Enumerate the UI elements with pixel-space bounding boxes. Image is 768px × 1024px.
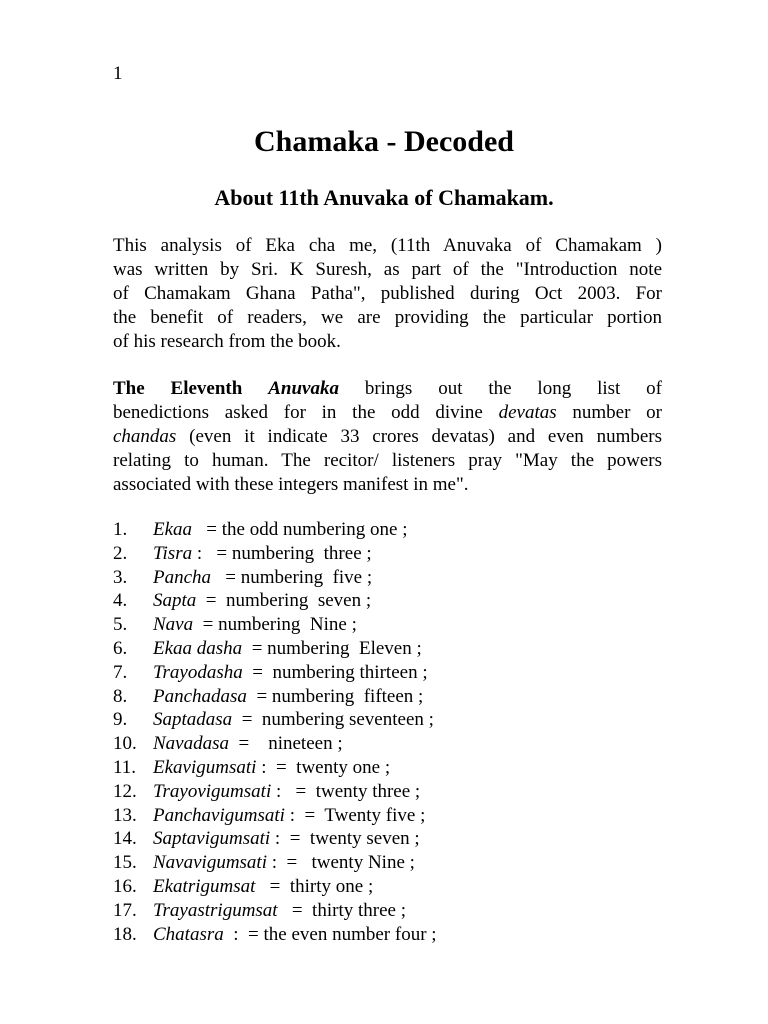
number-meaning-list [113, 518, 437, 946]
term-meaning: : = twenty three ; [271, 780, 421, 802]
sanskrit-term: Ekavigumsati [153, 756, 257, 778]
list-item [113, 637, 437, 661]
term-meaning: : = Twenty five ; [284, 804, 426, 826]
term-meaning: : = twenty Nine ; [267, 852, 415, 874]
list-number: 18. [113, 923, 137, 945]
document-title: Chamaka - Decoded [254, 125, 514, 158]
list-item [113, 875, 437, 899]
list-number: 10. [113, 733, 137, 755]
sanskrit-term: Panchadasa [153, 685, 247, 707]
paragraph-line: of Chamakam Ghana Patha", published during Oct 2003. For [113, 283, 662, 304]
sanskrit-term: Trayastrigumsat [153, 899, 278, 921]
text-run: benedictions asked for in the odd divine [113, 402, 483, 423]
sanskrit-term: Tisra [153, 542, 193, 564]
list-number: 8. [113, 685, 128, 707]
list-number: 14. [113, 828, 137, 850]
paragraph-line: associated with these integers manifest in me". [113, 474, 469, 495]
list-item [113, 780, 437, 804]
list-number: 7. [113, 661, 128, 683]
list-item [113, 685, 437, 709]
paragraph-line: of his research from the book. [113, 331, 341, 352]
text-run: brings out the long list of [364, 378, 662, 399]
text-run: (even it indicate 33 crores devatas) and even numbers [189, 426, 662, 447]
paragraph-line: the benefit of readers, we are providing the particular portion [113, 307, 662, 328]
list-item [113, 732, 437, 756]
paragraph-line [113, 425, 662, 449]
eleventh-anuvaka-paragraph [113, 377, 662, 497]
sanskrit-term: Sapta [153, 590, 197, 612]
paragraph-line: relating to human. The recitor/ listeners pray "May the powers [113, 450, 662, 471]
intro-paragraph [113, 234, 662, 354]
term-meaning: = numbering fifteen ; [246, 685, 424, 707]
sanskrit-term: Ekatrigumsat [153, 875, 256, 897]
list-item [113, 518, 437, 542]
list-number: 3. [113, 566, 128, 588]
list-item [113, 613, 437, 637]
term-meaning: = thirty one ; [255, 875, 374, 897]
list-number: 12. [113, 780, 137, 802]
list-number: 11. [113, 756, 137, 778]
sanskrit-term: Trayovigumsati [153, 780, 272, 802]
term-meaning: : = numbering three ; [192, 542, 372, 564]
sanskrit-term: Chatasra [153, 923, 224, 945]
list-item [113, 804, 437, 828]
sanskrit-term: Ekaa [153, 519, 193, 540]
list-item [113, 566, 437, 590]
page-number: 1 [113, 63, 123, 84]
list-item [113, 708, 437, 732]
list-number: 6. [113, 637, 128, 659]
sanskrit-term: Navadasa [153, 733, 229, 755]
list-number: 2. [113, 542, 128, 564]
list-number: 15. [113, 852, 137, 874]
list-item [113, 923, 437, 947]
sanskrit-term: Saptavigumsati [153, 828, 271, 850]
list-item [113, 756, 437, 780]
term-meaning: : = the even number four ; [223, 923, 437, 945]
list-number: 4. [113, 590, 128, 612]
sanskrit-term: Nava [153, 614, 194, 636]
term-meaning: = numbering Eleven ; [242, 637, 422, 659]
list-item [113, 589, 437, 613]
bold-italic-term: Anuvaka [268, 378, 339, 399]
sanskrit-term: Ekaa dasha [153, 637, 243, 659]
list-number: 5. [113, 614, 128, 636]
term-meaning: = numbering five ; [211, 566, 373, 588]
term-meaning: = the odd numbering one ; [192, 519, 408, 540]
sanskrit-term: Panchavigumsati [153, 804, 285, 826]
list-item [113, 851, 437, 875]
bold-phrase: The Eleventh [113, 378, 243, 399]
text-run: number or [572, 402, 662, 423]
list-number: 17. [113, 899, 137, 921]
sanskrit-term: Navavigumsati [153, 852, 267, 874]
list-item [113, 899, 437, 923]
term-meaning: = numbering seven ; [196, 590, 372, 612]
term-meaning: = numbering Nine ; [193, 614, 357, 636]
sanskrit-term: Trayodasha [153, 661, 243, 683]
list-number: 9. [113, 709, 128, 731]
sanskrit-term: Pancha [153, 566, 212, 588]
term-meaning: = numbering seventeen ; [232, 709, 434, 731]
paragraph-line [113, 401, 662, 425]
list-item [113, 827, 437, 851]
italic-term: devatas [498, 402, 557, 423]
term-meaning: : = twenty seven ; [270, 828, 420, 850]
term-meaning: = nineteen ; [229, 733, 343, 755]
list-item [113, 542, 437, 566]
sanskrit-term: Saptadasa [153, 709, 233, 731]
list-item [113, 661, 437, 685]
term-meaning: : = twenty one ; [256, 756, 391, 778]
list-number: 1. [113, 519, 128, 540]
italic-term: chandas [113, 426, 177, 447]
term-meaning: = numbering thirteen ; [242, 661, 428, 683]
term-meaning: = thirty three ; [277, 899, 406, 921]
paragraph-line: This analysis of Eka cha me, (11th Anuvaka of Chamakam ) [113, 235, 662, 256]
paragraph-line [113, 377, 662, 401]
document-subtitle: About 11th Anuvaka of Chamakam. [214, 185, 554, 210]
list-number: 13. [113, 804, 137, 826]
paragraph-line: was written by Sri. K Suresh, as part of the "Introduction note [113, 259, 662, 280]
list-number: 16. [113, 875, 137, 897]
